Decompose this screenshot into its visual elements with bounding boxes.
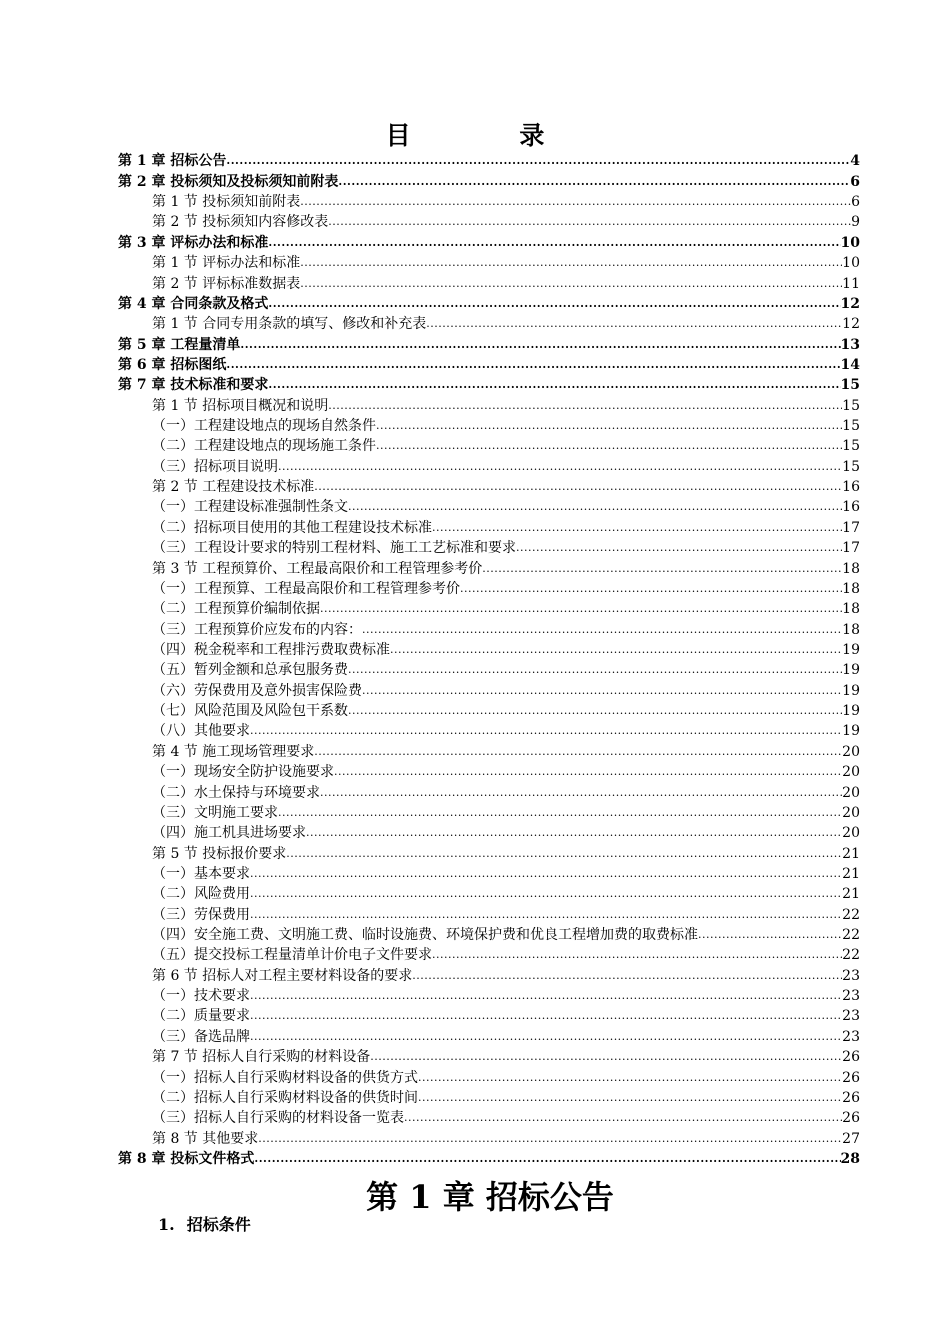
toc-entry-text: 第 2 节 评标标准数据表 xyxy=(152,275,301,292)
toc-page-number: 16 xyxy=(842,479,860,496)
toc-entry-text: （三）招标项目说明 xyxy=(152,458,278,475)
toc-page-number: 23 xyxy=(842,1028,860,1045)
toc-entry[interactable] xyxy=(118,660,860,680)
toc-page-number: 15 xyxy=(842,418,860,435)
section-title: 招标条件 xyxy=(186,1215,251,1234)
toc-entry-text: （五）提交投标工程量清单计价电子文件要求 xyxy=(152,947,432,964)
toc-leader-dots xyxy=(362,620,842,640)
toc-entry[interactable] xyxy=(118,1088,860,1108)
toc-leader-dots xyxy=(338,172,850,192)
toc-entry[interactable] xyxy=(118,212,860,232)
toc-entry[interactable] xyxy=(118,823,860,843)
toc-entry-text: （二）风险费用 xyxy=(152,886,250,903)
toc-page-number: 10 xyxy=(842,255,860,272)
toc-page-number: 19 xyxy=(842,723,860,740)
toc-leader-dots xyxy=(418,1088,842,1108)
toc-leader-dots xyxy=(250,721,842,741)
toc-leader-dots xyxy=(426,314,842,334)
toc-page-number: 13 xyxy=(840,336,860,353)
toc-page-number: 4 xyxy=(850,153,860,170)
toc-page-number: 12 xyxy=(840,295,860,312)
toc-entry-text: （五）暂列金额和总承包服务费 xyxy=(152,662,348,679)
toc-entry-text: 第 4 章 合同条款及格式 xyxy=(118,295,269,312)
toc-entry[interactable] xyxy=(118,904,860,924)
toc-entry-text: 第 1 节 投标须知前附表 xyxy=(152,194,301,211)
toc-page-number: 19 xyxy=(842,662,860,679)
toc-entry[interactable] xyxy=(118,721,860,741)
toc-leader-dots xyxy=(698,925,842,945)
toc-entry-text: 第 8 节 其他要求 xyxy=(152,1130,259,1147)
toc-page-number: 22 xyxy=(842,947,860,964)
toc-page-number: 18 xyxy=(842,560,860,577)
toc-entry-text: （一）工程预算、工程最高限价和工程管理参考价 xyxy=(152,580,460,597)
toc-leader-dots xyxy=(432,518,842,538)
toc-page-number: 15 xyxy=(842,458,860,475)
toc-leader-dots xyxy=(250,864,842,884)
toc-entry-text: （四）施工机具进场要求 xyxy=(152,825,306,842)
toc-page-number: 23 xyxy=(842,967,860,984)
toc-leader-dots xyxy=(268,294,840,314)
toc-leader-dots xyxy=(278,457,842,477)
toc-leader-dots xyxy=(348,497,842,517)
toc-entry-text: （二）水土保持与环境要求 xyxy=(152,784,320,801)
toc-entry-text: 第 5 节 投标报价要求 xyxy=(152,845,287,862)
toc-entry-text: （八）其他要求 xyxy=(152,723,250,740)
toc-page-number: 20 xyxy=(842,825,860,842)
toc-page-number: 18 xyxy=(842,621,860,638)
toc-leader-dots xyxy=(412,966,842,986)
toc-page-number: 27 xyxy=(842,1130,860,1147)
toc-entry[interactable] xyxy=(118,864,860,884)
toc-entry-text: （二）工程预算价编制依据 xyxy=(152,601,320,618)
toc-leader-dots xyxy=(250,986,842,1006)
toc-entry[interactable] xyxy=(118,273,860,293)
toc-leader-dots xyxy=(314,477,842,497)
toc-entry[interactable] xyxy=(118,334,860,354)
toc-leader-dots xyxy=(314,742,842,762)
toc-page-number: 15 xyxy=(842,397,860,414)
toc-leader-dots xyxy=(226,151,850,171)
toc-page-number: 19 xyxy=(842,682,860,699)
toc-entry-text: 第 7 章 技术标准和要求 xyxy=(118,377,269,394)
toc-page-number: 17 xyxy=(842,519,860,536)
toc-page-number: 19 xyxy=(842,703,860,720)
toc-page-number: 19 xyxy=(842,641,860,658)
toc-leader-dots xyxy=(376,416,842,436)
toc-entry[interactable] xyxy=(118,945,860,965)
toc-entry-text: （六）劳保费用及意外损害保险费 xyxy=(152,682,362,699)
toc-entry[interactable] xyxy=(118,1006,860,1026)
toc-entry-text: 第 2 节 工程建设技术标准 xyxy=(152,479,315,496)
toc-page-number: 28 xyxy=(840,1150,860,1167)
toc-entry[interactable] xyxy=(118,538,860,558)
toc-page-number: 17 xyxy=(842,540,860,557)
toc-page-number: 18 xyxy=(842,601,860,618)
toc-page-number: 26 xyxy=(842,1110,860,1127)
toc-leader-dots xyxy=(250,1006,842,1026)
toc-entry-text: （二）工程建设地点的现场施工条件 xyxy=(152,438,376,455)
toc-page-number: 20 xyxy=(842,804,860,821)
toc-leader-dots xyxy=(320,599,842,619)
toc-leader-dots xyxy=(482,559,842,579)
toc-entry[interactable] xyxy=(118,579,860,599)
toc-leader-dots xyxy=(226,355,840,375)
toc-leader-dots xyxy=(328,212,851,232)
toc-entry-text: （一）工程建设标准强制性条文 xyxy=(152,499,348,516)
toc-entry-text: （三）文明施工要求 xyxy=(152,804,278,821)
toc-page-number: 20 xyxy=(842,743,860,760)
toc-leader-dots xyxy=(328,396,842,416)
toc-leader-dots xyxy=(250,1027,842,1047)
toc-entry[interactable] xyxy=(118,1047,860,1067)
toc-leader-dots xyxy=(300,192,851,212)
toc-entry-text: 第 8 章 投标文件格式 xyxy=(118,1150,255,1167)
toc-entry[interactable] xyxy=(118,1128,860,1148)
toc-entry[interactable] xyxy=(118,1108,860,1128)
toc-entry[interactable] xyxy=(118,436,860,456)
toc-entry-text: （三）劳保费用 xyxy=(152,906,250,923)
section-number: 1. xyxy=(158,1215,175,1234)
toc-entry[interactable] xyxy=(118,843,860,863)
toc-page-number: 16 xyxy=(842,499,860,516)
toc-page-number: 26 xyxy=(842,1089,860,1106)
toc-entry-text: （一）基本要求 xyxy=(152,865,250,882)
toc-page-number: 22 xyxy=(842,906,860,923)
toc-page-number: 26 xyxy=(842,1049,860,1066)
toc-entry[interactable] xyxy=(118,803,860,823)
toc-page-number: 12 xyxy=(842,316,860,333)
toc-entry-text: 第 6 章 招标图纸 xyxy=(118,356,227,373)
toc-entry-text: （一）招标人自行采购材料设备的供货方式 xyxy=(152,1069,418,1086)
toc-page-number: 21 xyxy=(842,845,860,862)
toc-page-number: 15 xyxy=(840,377,860,394)
toc-entry-text: （三）备选品牌 xyxy=(152,1028,250,1045)
toc-entry-text: （二）招标人自行采购材料设备的供货时间 xyxy=(152,1089,418,1106)
toc-entry[interactable] xyxy=(118,375,860,395)
toc-entry-text: 第 6 节 招标人对工程主要材料设备的要求 xyxy=(152,967,413,984)
toc-leader-dots xyxy=(404,1108,842,1128)
toc-page-number: 22 xyxy=(842,927,860,944)
toc-entry[interactable] xyxy=(118,456,860,476)
toc-leader-dots xyxy=(268,375,840,395)
toc-entry[interactable] xyxy=(118,640,860,660)
toc-leader-dots xyxy=(300,274,842,294)
toc-entry-text: 第 4 节 施工现场管理要求 xyxy=(152,743,315,760)
toc-entry[interactable] xyxy=(118,1026,860,1046)
toc-page-number: 10 xyxy=(840,234,860,251)
toc-entry-text: （三）工程设计要求的特别工程材料、施工工艺标准和要求 xyxy=(152,540,516,557)
toc-entry-text: （四）安全施工费、文明施工费、临时设施费、环境保护费和优良工程增加费的取费标准 xyxy=(152,927,698,944)
toc-entry[interactable] xyxy=(118,1067,860,1087)
toc-entry-text: 第 1 章 招标公告 xyxy=(118,153,227,170)
toc-page-number: 21 xyxy=(842,886,860,903)
toc-leader-dots xyxy=(300,253,842,273)
toc-entry-text: （一）现场安全防护设施要求 xyxy=(152,764,334,781)
toc-page-number: 14 xyxy=(840,356,860,373)
toc-page-number: 23 xyxy=(842,988,860,1005)
toc-entry[interactable] xyxy=(118,253,860,273)
toc-leader-dots xyxy=(286,844,842,864)
toc-entry[interactable] xyxy=(118,1149,860,1169)
toc-page-number: 18 xyxy=(842,580,860,597)
toc-entry-text: 第 5 章 工程量清单 xyxy=(118,336,241,353)
toc-page-number: 20 xyxy=(842,784,860,801)
chapter-heading: 第 1 章 招标公告 xyxy=(366,1178,614,1216)
toc-leader-dots xyxy=(240,335,840,355)
toc-leader-dots xyxy=(362,681,842,701)
toc-entry-text: 第 7 节 招标人自行采购的材料设备 xyxy=(152,1049,371,1066)
toc-entry-text: 第 2 节 投标须知内容修改表 xyxy=(152,214,329,231)
toc-entry[interactable] xyxy=(118,151,860,171)
toc-entry[interactable] xyxy=(118,558,860,578)
toc-entry[interactable] xyxy=(118,294,860,314)
toc-entry[interactable] xyxy=(118,355,860,375)
toc-leader-dots xyxy=(306,823,842,843)
toc-entry-text: 第 1 节 评标办法和标准 xyxy=(152,255,301,272)
toc-leader-dots xyxy=(432,945,842,965)
toc-entry-text: 第 2 章 投标须知及投标须知前附表 xyxy=(118,173,339,190)
toc-leader-dots xyxy=(516,538,842,558)
toc-entry[interactable] xyxy=(118,599,860,619)
toc-page-number: 26 xyxy=(842,1069,860,1086)
toc-entry-text: 第 3 节 工程预算价、工程最高限价和工程管理参考价 xyxy=(152,560,483,577)
toc-leader-dots xyxy=(460,579,842,599)
toc-leader-dots xyxy=(418,1068,842,1088)
toc-page-number: 6 xyxy=(850,173,860,190)
toc-page-number: 15 xyxy=(842,438,860,455)
toc-entry[interactable] xyxy=(118,680,860,700)
toc-entry-text: 第 1 节 招标项目概况和说明 xyxy=(152,397,329,414)
toc-page-number: 11 xyxy=(842,275,860,292)
toc-entry[interactable] xyxy=(118,884,860,904)
toc-entry-text: （三）工程预算价应发布的内容： xyxy=(152,621,362,638)
toc-entry[interactable] xyxy=(118,986,860,1006)
toc-entry[interactable] xyxy=(118,171,860,191)
toc-leader-dots xyxy=(370,1047,842,1067)
toc-entry[interactable] xyxy=(118,925,860,945)
toc-page-number: 21 xyxy=(842,865,860,882)
toc-leader-dots xyxy=(390,640,842,660)
toc-leader-dots xyxy=(348,660,842,680)
toc-entry-text: （三）招标人自行采购的材料设备一览表 xyxy=(152,1110,404,1127)
toc-entry[interactable] xyxy=(118,192,860,212)
toc-entry-text: 第 1 节 合同专用条款的填写、修改和补充表 xyxy=(152,316,427,333)
toc-entry[interactable] xyxy=(118,701,860,721)
toc-leader-dots xyxy=(254,1149,840,1169)
toc-entry[interactable] xyxy=(118,395,860,415)
toc-entry[interactable] xyxy=(118,477,860,497)
toc-entry[interactable] xyxy=(118,741,860,761)
toc-leader-dots xyxy=(268,233,840,253)
section-heading xyxy=(158,1213,251,1237)
toc-leader-dots xyxy=(250,884,842,904)
toc-entry-text: （二）质量要求 xyxy=(152,1008,250,1025)
table-of-contents xyxy=(118,151,860,1169)
toc-entry-text: （二）招标项目使用的其他工程建设技术标准 xyxy=(152,519,432,536)
toc-leader-dots xyxy=(334,762,842,782)
toc-entry[interactable] xyxy=(118,782,860,802)
toc-leader-dots xyxy=(376,436,842,456)
toc-entry-text: （一）工程建设地点的现场自然条件 xyxy=(152,418,376,435)
toc-entry-text: （四）税金税率和工程排污费取费标准 xyxy=(152,641,390,658)
toc-leader-dots xyxy=(348,701,842,721)
toc-page-number: 20 xyxy=(842,764,860,781)
toc-leader-dots xyxy=(278,803,842,823)
toc-entry[interactable] xyxy=(118,965,860,985)
toc-entry[interactable] xyxy=(118,314,860,334)
toc-entry[interactable] xyxy=(118,619,860,639)
toc-entry[interactable] xyxy=(118,517,860,537)
toc-page-number: 9 xyxy=(851,214,860,231)
toc-page-number: 23 xyxy=(842,1008,860,1025)
toc-leader-dots xyxy=(320,783,842,803)
toc-entry-text: 第 3 章 评标办法和标准 xyxy=(118,234,269,251)
toc-leader-dots xyxy=(258,1129,842,1149)
toc-title: 目 录 xyxy=(385,121,595,150)
toc-entry[interactable] xyxy=(118,497,860,517)
toc-entry[interactable] xyxy=(118,762,860,782)
toc-leader-dots xyxy=(250,905,842,925)
toc-entry-text: （七）风险范围及风险包干系数 xyxy=(152,703,348,720)
toc-entry[interactable] xyxy=(118,232,860,252)
toc-entry[interactable] xyxy=(118,416,860,436)
toc-page-number: 6 xyxy=(851,194,860,211)
toc-entry-text: （一）技术要求 xyxy=(152,988,250,1005)
